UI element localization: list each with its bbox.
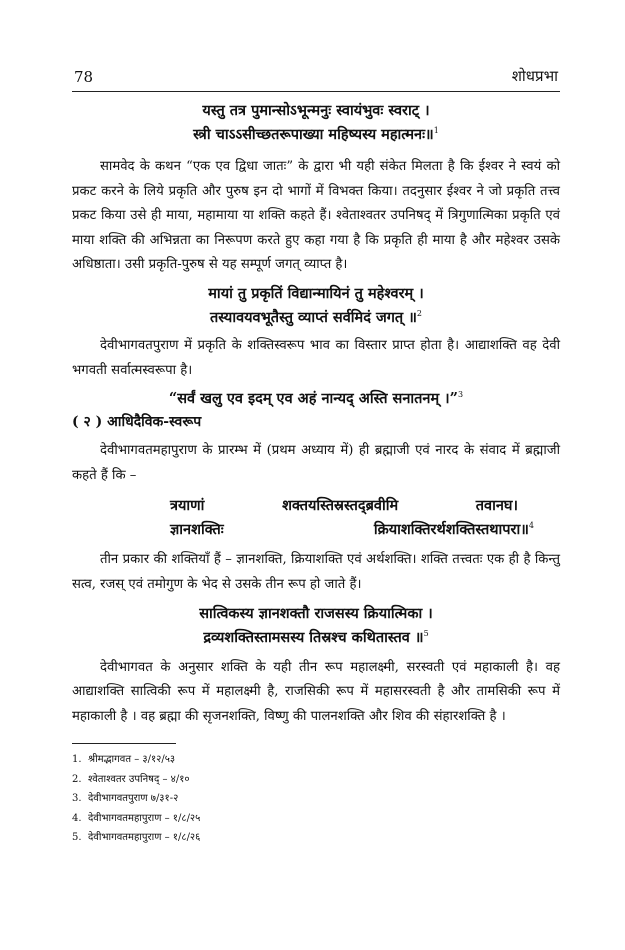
paragraph-4: तीन प्रकार की शक्तियाँ हैं – ज्ञानशक्ति, क्रियाशक्ति एवं अर्थशक्ति। शक्ति तत्त्वतः एक ही है किन्तु सत्व, रजस् एवं तमोगुण के भेद से उसके तीन रूप हो जाते हैं। <box>72 552 560 592</box>
footnote <box>72 828 560 848</box>
footnote-text: देवीभागवतमहापुराण – १/८/२६ <box>88 832 201 844</box>
verse-4-word-4: ज्ञानशक्तिः <box>170 521 224 539</box>
verse-4-line-1 <box>72 494 560 518</box>
footnote-ref-4: 4 <box>528 521 534 531</box>
verse-3 <box>72 387 560 411</box>
document-page <box>72 66 560 848</box>
footnote <box>72 770 560 790</box>
footnote-number: 4. <box>72 812 82 824</box>
footnote-text: देवीभागवतमहापुराण – १/८/२५ <box>88 812 201 824</box>
footnote-number: 3. <box>72 793 82 805</box>
verse-4-word-2: शक्तयस्तिस्रस्तद्ब्रवीमि <box>282 497 399 515</box>
verse-4-word-5: क्रियाशक्तिरर्थशक्तिस्तथापरा॥ <box>373 521 529 539</box>
footnote-text: श्वेताश्वतर उपनिषद् – ४/१० <box>88 773 190 785</box>
footnote-ref-5: 5 <box>423 628 429 638</box>
verse-5-line-2 <box>72 626 560 650</box>
verse-5-line-2-text: द्रव्यशक्तिस्तामसस्य तिस्रश्च कथितास्तव ॥ <box>203 628 424 646</box>
footnote-ref-2: 2 <box>416 309 422 319</box>
running-title: शोधप्रभा <box>511 67 558 85</box>
verse-1 <box>72 99 560 147</box>
paragraph-3: देवीभागवतमहापुराण के प्रारम्भ में (प्रथम अध्याय में) ही ब्रह्माजी एवं नारद के संवाद में ब्रह्माजी कहते हैं कि – <box>72 443 560 483</box>
verse-2 <box>72 282 560 330</box>
section-heading: ( २ ) आधिदैविक-स्वरूप <box>72 414 202 431</box>
verse-4-line-2 <box>72 518 560 542</box>
verse-3-line-1 <box>72 387 560 411</box>
verse-1-line-2-text: स्त्री चाऽऽसीच्छतरूपाख्या महिष्यस्य महात्मनः॥ <box>193 126 434 143</box>
footnote-text: श्रीमद्भागवत – ३/१२/५३ <box>88 754 176 766</box>
footnote-divider <box>72 743 176 744</box>
verse-4-word-5-wrap <box>374 518 534 542</box>
verse-2-line-1: मायां तु प्रकृतिं विद्यान्मायिनं तु महेश्वरम् । <box>208 284 424 302</box>
verse-5-line-1: सात्विकस्य ज्ञानशक्तौ राजसस्य क्रियात्मिका । <box>199 604 433 622</box>
page-header <box>72 66 560 92</box>
verse-3-line-1-text: “सर्वं खलु एव इदम् एव अहं नान्यद् अस्ति सनातनम् ।” <box>168 390 459 408</box>
footnote-number: 2. <box>72 773 82 785</box>
verse-2-line-2-text: तस्यावयवभूतैस्तु व्याप्तं सर्वमिदं जगत् ॥ <box>210 308 417 326</box>
footnote-number: 1. <box>72 754 82 766</box>
verse-1-line-1: यस्तु तत्र पुमान्सोऽभून्मनुः स्वायंभुवः स्वराट् । <box>202 102 430 119</box>
footnote-text: देवीभागवतपुराण ७/३१-२ <box>88 793 179 805</box>
verse-1-line-2 <box>72 123 560 147</box>
page-number: 78 <box>74 68 94 86</box>
verse-4 <box>72 494 560 542</box>
paragraph-2: देवीभागवतपुराण में प्रकृति के शक्तिस्वरूप भाव का विस्तार प्राप्त होता है। आद्याशक्ति वह देवी भगवती सर्वात्मस्वरूपा है। <box>72 337 560 378</box>
verse-4-word-3: तवानघ। <box>475 497 518 515</box>
footnote <box>72 789 560 809</box>
footnote-ref-3: 3 <box>458 390 464 400</box>
footnote <box>72 809 560 829</box>
verse-4-word-1: त्रयाणां <box>170 497 205 515</box>
verse-2-line-2 <box>72 306 560 330</box>
footnote <box>72 750 560 770</box>
verse-5 <box>72 602 560 650</box>
footnote-ref-1: 1 <box>433 126 439 136</box>
paragraph-1: सामवेद के कथन “एक एव द्विधा जातः” के द्वारा भी यही संकेत मिलता है कि ईश्वर ने स्वयं को प्रकट करने के लिये प्रकृति और पुरुष इन दो भागों में विभक्त किया। तदनुसार ईश्वर ने जो प्रकृति तत्त्व प्रकट किया उसे ही माया, महामाया या शक्ति कहते हैं। श्वेताश्वतर उपनिषद् में त्रिगुणात्मिका प्रकृति एवं माया शक्ति की अभिन्नता का निरूपण करते हुए कहा गया है कि प्रकृति ही माया है और महेश्वर उसके अधिष्ठाता। उसी प्रकृति-पुरुष से यह सम्पूर्ण जगत् व्याप्त है। <box>72 159 560 273</box>
footnotes <box>72 750 560 848</box>
footnote-number: 5. <box>72 832 82 844</box>
paragraph-5: देवीभागवत के अनुसार शक्ति के यही तीन रूप महालक्ष्मी, सरस्वती एवं महाकाली है। वह आद्याशक्ति सात्विकी रूप में महालक्ष्मी है, राजसिकी रूप में महासरस्वती है और तामसिकी रूप में महाकाली है । वह ब्रह्मा की सृजनशक्ति, विष्णु की पालनशक्ति और शिव की संहारशक्ति है । <box>72 659 560 724</box>
